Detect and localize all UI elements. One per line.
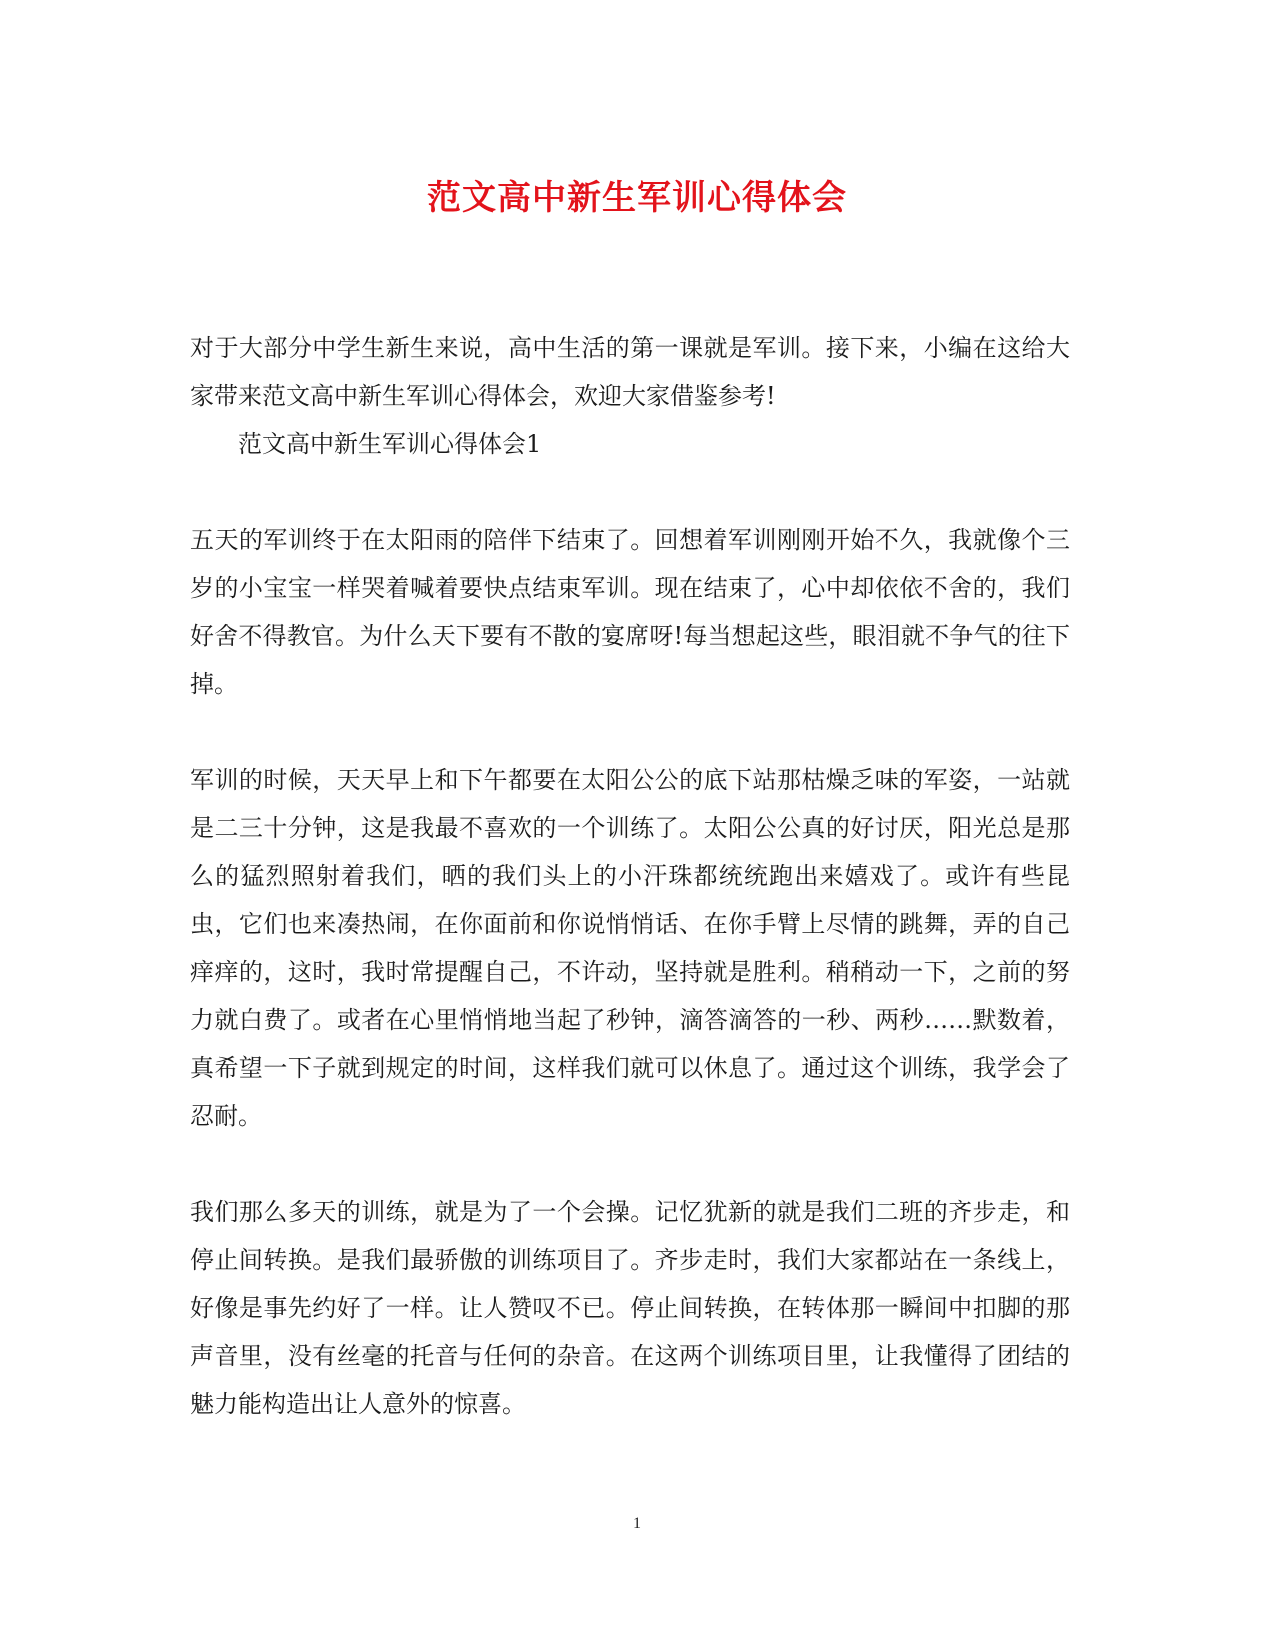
document-body — [190, 324, 1070, 1428]
body-paragraph-1: 五天的军训终于在太阳雨的陪伴下结束了。回想着军训刚刚开始不久，我就像个三岁的小宝宝一样哭着喊着要快点结束军训。现在结束了，心中却依依不舍的，我们好舍不得教官。为什么天下要有不散的宴席呀!每当想起这些，眼泪就不争气的往下掉。 — [190, 526, 1070, 698]
page-number: 1 — [633, 1515, 641, 1532]
document-title: 范文高中新生军训心得体会 — [427, 178, 847, 218]
body-paragraph-3: 我们那么多天的训练，就是为了一个会操。记忆犹新的就是我们二班的齐步走，和停止间转换。是我们最骄傲的训练项目了。齐步走时，我们大家都站在一条线上，好像是事先约好了一样。让人赞叹不已。停止间转换，在转体那一瞬间中扣脚的那声音里，没有丝毫的托音与任何的杂音。在这两个训练项目里，让我懂得了团结的魅力能构造出让人意外的惊喜。 — [190, 1198, 1070, 1418]
paragraph-gap — [190, 468, 1070, 516]
section-heading: 范文高中新生军训心得体会1 — [238, 430, 542, 458]
paragraph-gap — [190, 1140, 1070, 1188]
body-paragraph-2: 军训的时候，天天早上和下午都要在太阳公公的底下站那枯燥乏味的军姿，一站就是二三十分钟，这是我最不喜欢的一个训练了。太阳公公真的好讨厌，阳光总是那么的猛烈照射着我们，晒的我们头上的小汗珠都统统跑出来嬉戏了。或许有些昆虫，它们也来凑热闹，在你面前和你说悄悄话、在你手臂上尽情的跳舞，弄的自己痒痒的，这时，我时常提醒自己，不许动，坚持就是胜利。稍稍动一下，之前的努力就白费了。或者在心里悄悄地当起了秒钟，滴答滴答的一秒、两秒……默数着，真希望一下子就到规定的时间，这样我们就可以休息了。通过这个训练，我学会了忍耐。 — [190, 766, 1070, 1130]
paragraph-gap — [190, 708, 1070, 756]
intro-paragraph: 对于大部分中学生新生来说，高中生活的第一课就是军训。接下来，小编在这给大家带来范文高中新生军训心得体会，欢迎大家借鉴参考! — [190, 334, 1070, 410]
